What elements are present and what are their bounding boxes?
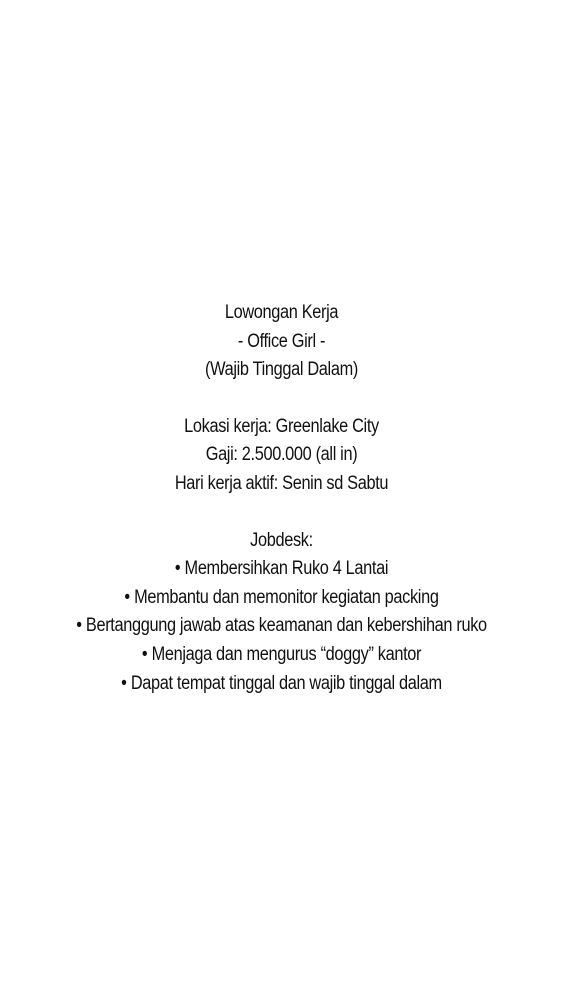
bullet-icon: •	[174, 558, 181, 580]
position-name: - Office Girl -	[237, 330, 326, 352]
work-location: Lokasi kerja: Greenlake City	[184, 415, 379, 437]
spacer	[39, 385, 523, 413]
live-in-note: (Wajib Tinggal Dalam)	[205, 359, 358, 381]
posting-header	[39, 299, 523, 385]
bullet-icon: •	[141, 643, 148, 665]
list-item	[39, 555, 523, 584]
salary: Gaji: 2.500.000 (all in)	[205, 444, 358, 466]
list-item	[39, 584, 523, 613]
jobdesk-item-text: Menjaga dan mengurus “doggy” kantor	[151, 643, 422, 665]
bullet-icon: •	[124, 586, 130, 608]
bullet-icon: •	[76, 615, 82, 637]
jobdesk-item-text: Membantu dan memonitor kegiatan packing	[134, 586, 439, 608]
work-days: Hari kerja aktif: Senin sd Sabtu	[174, 472, 389, 494]
list-item	[39, 612, 523, 641]
jobdesk-section	[39, 527, 523, 699]
posting-title: Lowongan Kerja	[224, 302, 339, 323]
job-posting	[39, 299, 523, 698]
spacer	[39, 499, 523, 527]
bullet-icon: •	[121, 672, 127, 694]
list-item	[39, 641, 523, 670]
jobdesk-item-text: Membersihkan Ruko 4 Lantai	[184, 558, 389, 580]
jobdesk-heading: Jobdesk:	[250, 529, 313, 551]
jobdesk-item-text: Dapat tempat tinggal dan wajib tinggal dalam	[130, 672, 442, 694]
list-item	[39, 670, 523, 699]
jobdesk-list	[39, 555, 523, 698]
posting-details	[39, 413, 523, 499]
jobdesk-item-text: Bertanggung jawab atas keamanan dan kebershihan ruko	[85, 615, 487, 637]
